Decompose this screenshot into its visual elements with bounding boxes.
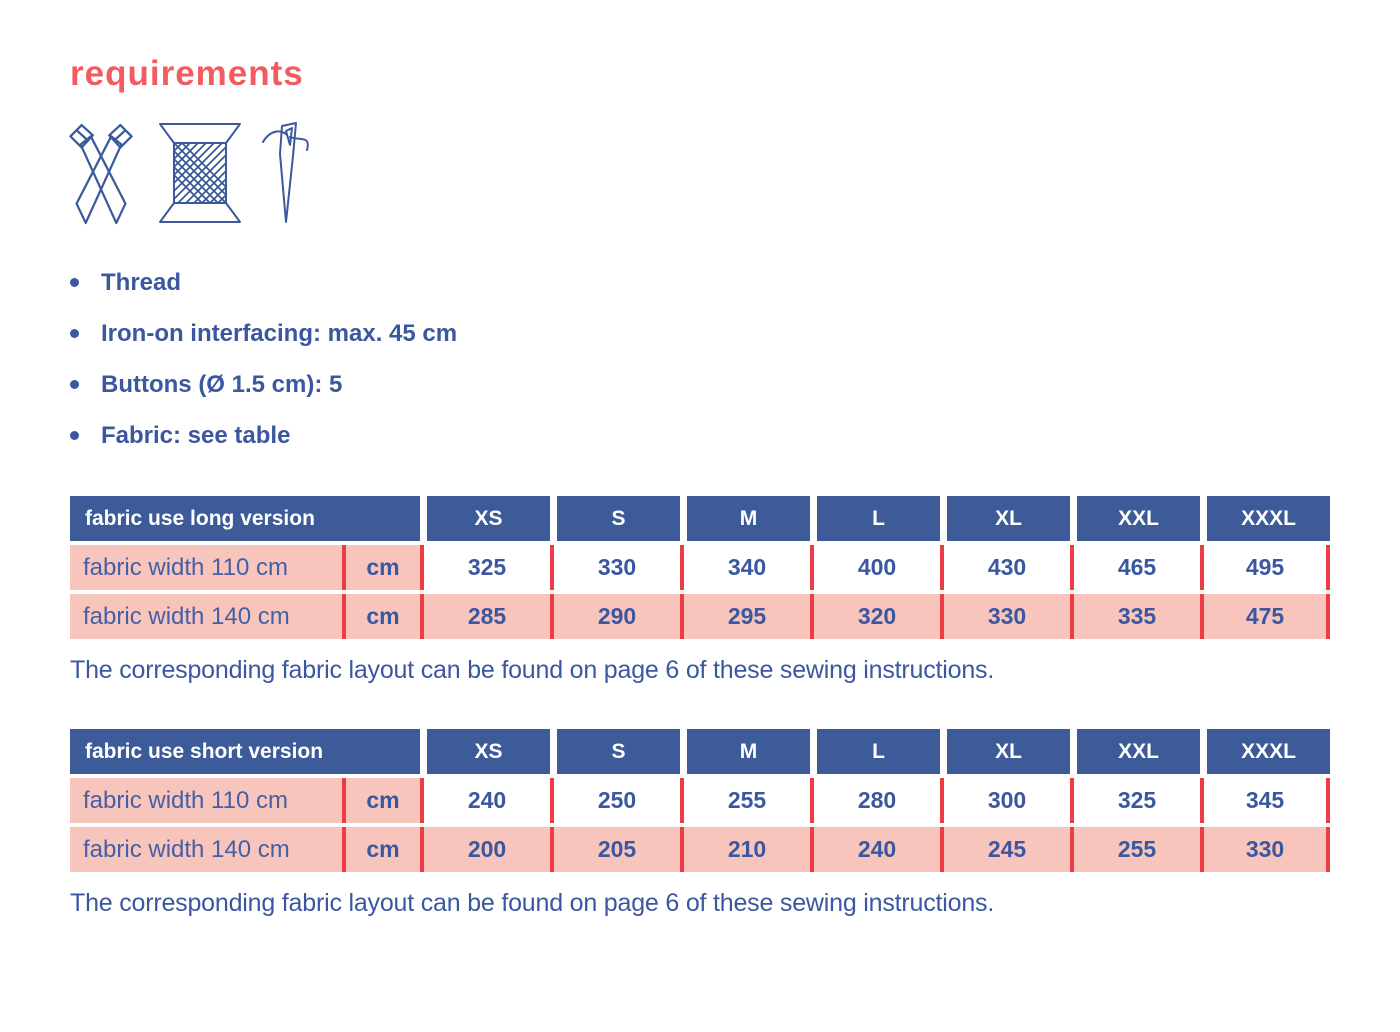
size-header-cell: XXXL bbox=[1200, 496, 1330, 541]
table-row bbox=[70, 827, 1330, 872]
row-label-cell: fabric width 140 cm bbox=[70, 827, 342, 872]
list-item bbox=[70, 321, 1400, 346]
value-cell: 290 bbox=[550, 594, 680, 639]
unit-cell: cm bbox=[342, 827, 420, 872]
size-header-cell: XXL bbox=[1070, 729, 1200, 774]
document-page bbox=[0, 54, 1400, 1032]
value-cell: 250 bbox=[550, 778, 680, 823]
value-cell: 245 bbox=[940, 827, 1070, 872]
value-cell: 465 bbox=[1070, 545, 1200, 590]
size-header-cell: L bbox=[810, 496, 940, 541]
table-header-row bbox=[70, 729, 1330, 774]
size-header-cell: XL bbox=[940, 729, 1070, 774]
value-cell: 475 bbox=[1200, 594, 1330, 639]
size-header-cell: M bbox=[680, 496, 810, 541]
size-header-cell: XS bbox=[420, 496, 550, 541]
list-item bbox=[70, 372, 1400, 397]
size-header-cell: XS bbox=[420, 729, 550, 774]
thread-spool-icon bbox=[158, 120, 242, 226]
value-cell: 240 bbox=[420, 778, 550, 823]
list-item bbox=[70, 270, 1400, 295]
value-cell: 345 bbox=[1200, 778, 1330, 823]
value-cell: 495 bbox=[1200, 545, 1330, 590]
bullet-icon bbox=[70, 380, 79, 389]
value-cell: 285 bbox=[420, 594, 550, 639]
value-cell: 210 bbox=[680, 827, 810, 872]
value-cell: 335 bbox=[1070, 594, 1200, 639]
bullet-icon bbox=[70, 278, 79, 287]
value-cell: 300 bbox=[940, 778, 1070, 823]
value-cell: 325 bbox=[420, 545, 550, 590]
size-header-cell: S bbox=[550, 729, 680, 774]
value-cell: 330 bbox=[940, 594, 1070, 639]
value-cell: 330 bbox=[550, 545, 680, 590]
unit-cell: cm bbox=[342, 594, 420, 639]
table-row bbox=[70, 594, 1330, 639]
list-item-label: Thread bbox=[101, 268, 182, 296]
value-cell: 200 bbox=[420, 827, 550, 872]
needle-icon bbox=[262, 120, 314, 226]
requirements-list bbox=[70, 270, 1400, 448]
size-header-cell: XL bbox=[940, 496, 1070, 541]
list-item-label: Iron-on interfacing: max. 45 cm bbox=[101, 319, 458, 347]
value-cell: 340 bbox=[680, 545, 810, 590]
value-cell: 430 bbox=[940, 545, 1070, 590]
list-item-label: Fabric: see table bbox=[101, 421, 291, 449]
table-title-cell: fabric use short version bbox=[70, 729, 420, 774]
value-cell: 280 bbox=[810, 778, 940, 823]
value-cell: 255 bbox=[1070, 827, 1200, 872]
fabric-table-long-version bbox=[70, 496, 1330, 639]
value-cell: 320 bbox=[810, 594, 940, 639]
tools-icons-row bbox=[64, 120, 1400, 226]
size-header-cell: XXXL bbox=[1200, 729, 1330, 774]
value-cell: 255 bbox=[680, 778, 810, 823]
table-caption: The corresponding fabric layout can be found on page 6 of these sewing instructions. bbox=[70, 889, 995, 917]
bullet-icon bbox=[70, 329, 79, 338]
fabric-table-short-version bbox=[70, 729, 1330, 872]
unit-cell: cm bbox=[342, 545, 420, 590]
value-cell: 325 bbox=[1070, 778, 1200, 823]
row-label-cell: fabric width 140 cm bbox=[70, 594, 342, 639]
table-title-cell: fabric use long version bbox=[70, 496, 420, 541]
size-header-cell: XXL bbox=[1070, 496, 1200, 541]
table-header-row bbox=[70, 496, 1330, 541]
size-header-cell: L bbox=[810, 729, 940, 774]
value-cell: 240 bbox=[810, 827, 940, 872]
value-cell: 205 bbox=[550, 827, 680, 872]
list-item-label: Buttons (Ø 1.5 cm): 5 bbox=[101, 370, 343, 398]
table-row bbox=[70, 545, 1330, 590]
list-item bbox=[70, 423, 1400, 448]
row-label-cell: fabric width 110 cm bbox=[70, 778, 342, 823]
value-cell: 330 bbox=[1200, 827, 1330, 872]
row-label-cell: fabric width 110 cm bbox=[70, 545, 342, 590]
page-title: requirements bbox=[70, 54, 304, 93]
value-cell: 295 bbox=[680, 594, 810, 639]
size-header-cell: S bbox=[550, 496, 680, 541]
value-cell: 400 bbox=[810, 545, 940, 590]
size-header-cell: M bbox=[680, 729, 810, 774]
unit-cell: cm bbox=[342, 778, 420, 823]
table-caption: The corresponding fabric layout can be found on page 6 of these sewing instructions. bbox=[70, 656, 995, 684]
table-row bbox=[70, 778, 1330, 823]
bullet-icon bbox=[70, 431, 79, 440]
scissors-icon bbox=[64, 120, 138, 226]
